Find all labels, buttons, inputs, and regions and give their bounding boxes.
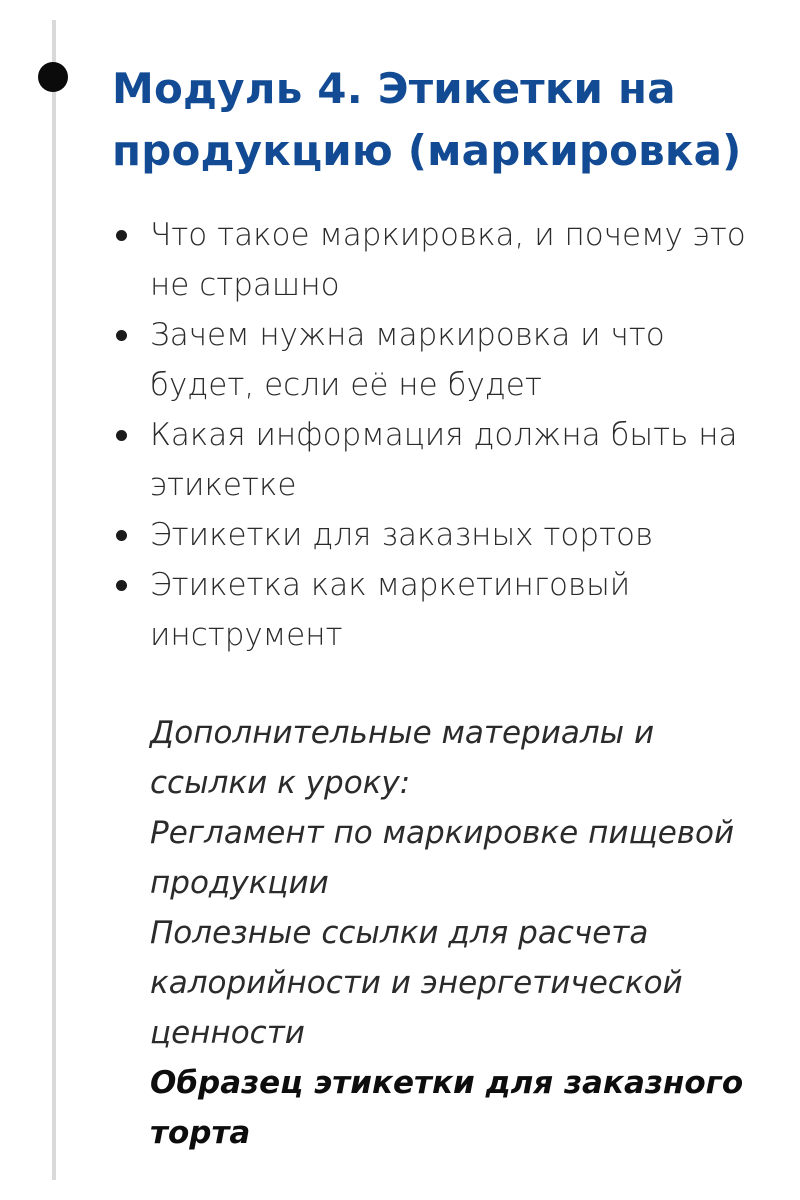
topic-text: Что такое маркировка, и почему это не страшно: [150, 217, 746, 303]
materials-heading: Дополнительные материалы и ссылки к уроку:: [150, 715, 655, 801]
bullet-icon: [116, 230, 127, 241]
list-item: [112, 310, 762, 410]
timeline-dot-icon: [38, 62, 68, 92]
material-link-regulation[interactable]: Регламент по маркировке пищевой продукции: [150, 815, 735, 901]
additional-materials: [150, 708, 780, 1158]
list-item: [112, 510, 762, 560]
timeline-line: [52, 20, 56, 1180]
material-link-calories[interactable]: Полезные ссылки для расчета калорийности и энергетической ценности: [150, 915, 683, 1051]
topic-text: Этикетка как маркетинговый инструмент: [150, 567, 631, 653]
material-link-label-sample[interactable]: Образец этикетки для заказного торта: [150, 1065, 744, 1151]
bullet-icon: [116, 530, 127, 541]
bullet-icon: [116, 430, 127, 441]
topic-text: Какая информация должна быть на этикетке: [150, 417, 738, 503]
topic-list: [112, 210, 762, 660]
topic-text: Этикетки для заказных тортов: [150, 517, 654, 553]
module-title: Модуль 4. Этикетки на продукцию (маркировка): [112, 64, 742, 175]
list-item: [112, 560, 762, 660]
list-item: [112, 210, 762, 310]
topic-text: Зачем нужна маркировка и что будет, если её не будет: [150, 317, 665, 403]
bullet-icon: [116, 580, 127, 591]
bullet-icon: [116, 330, 127, 341]
list-item: [112, 410, 762, 510]
